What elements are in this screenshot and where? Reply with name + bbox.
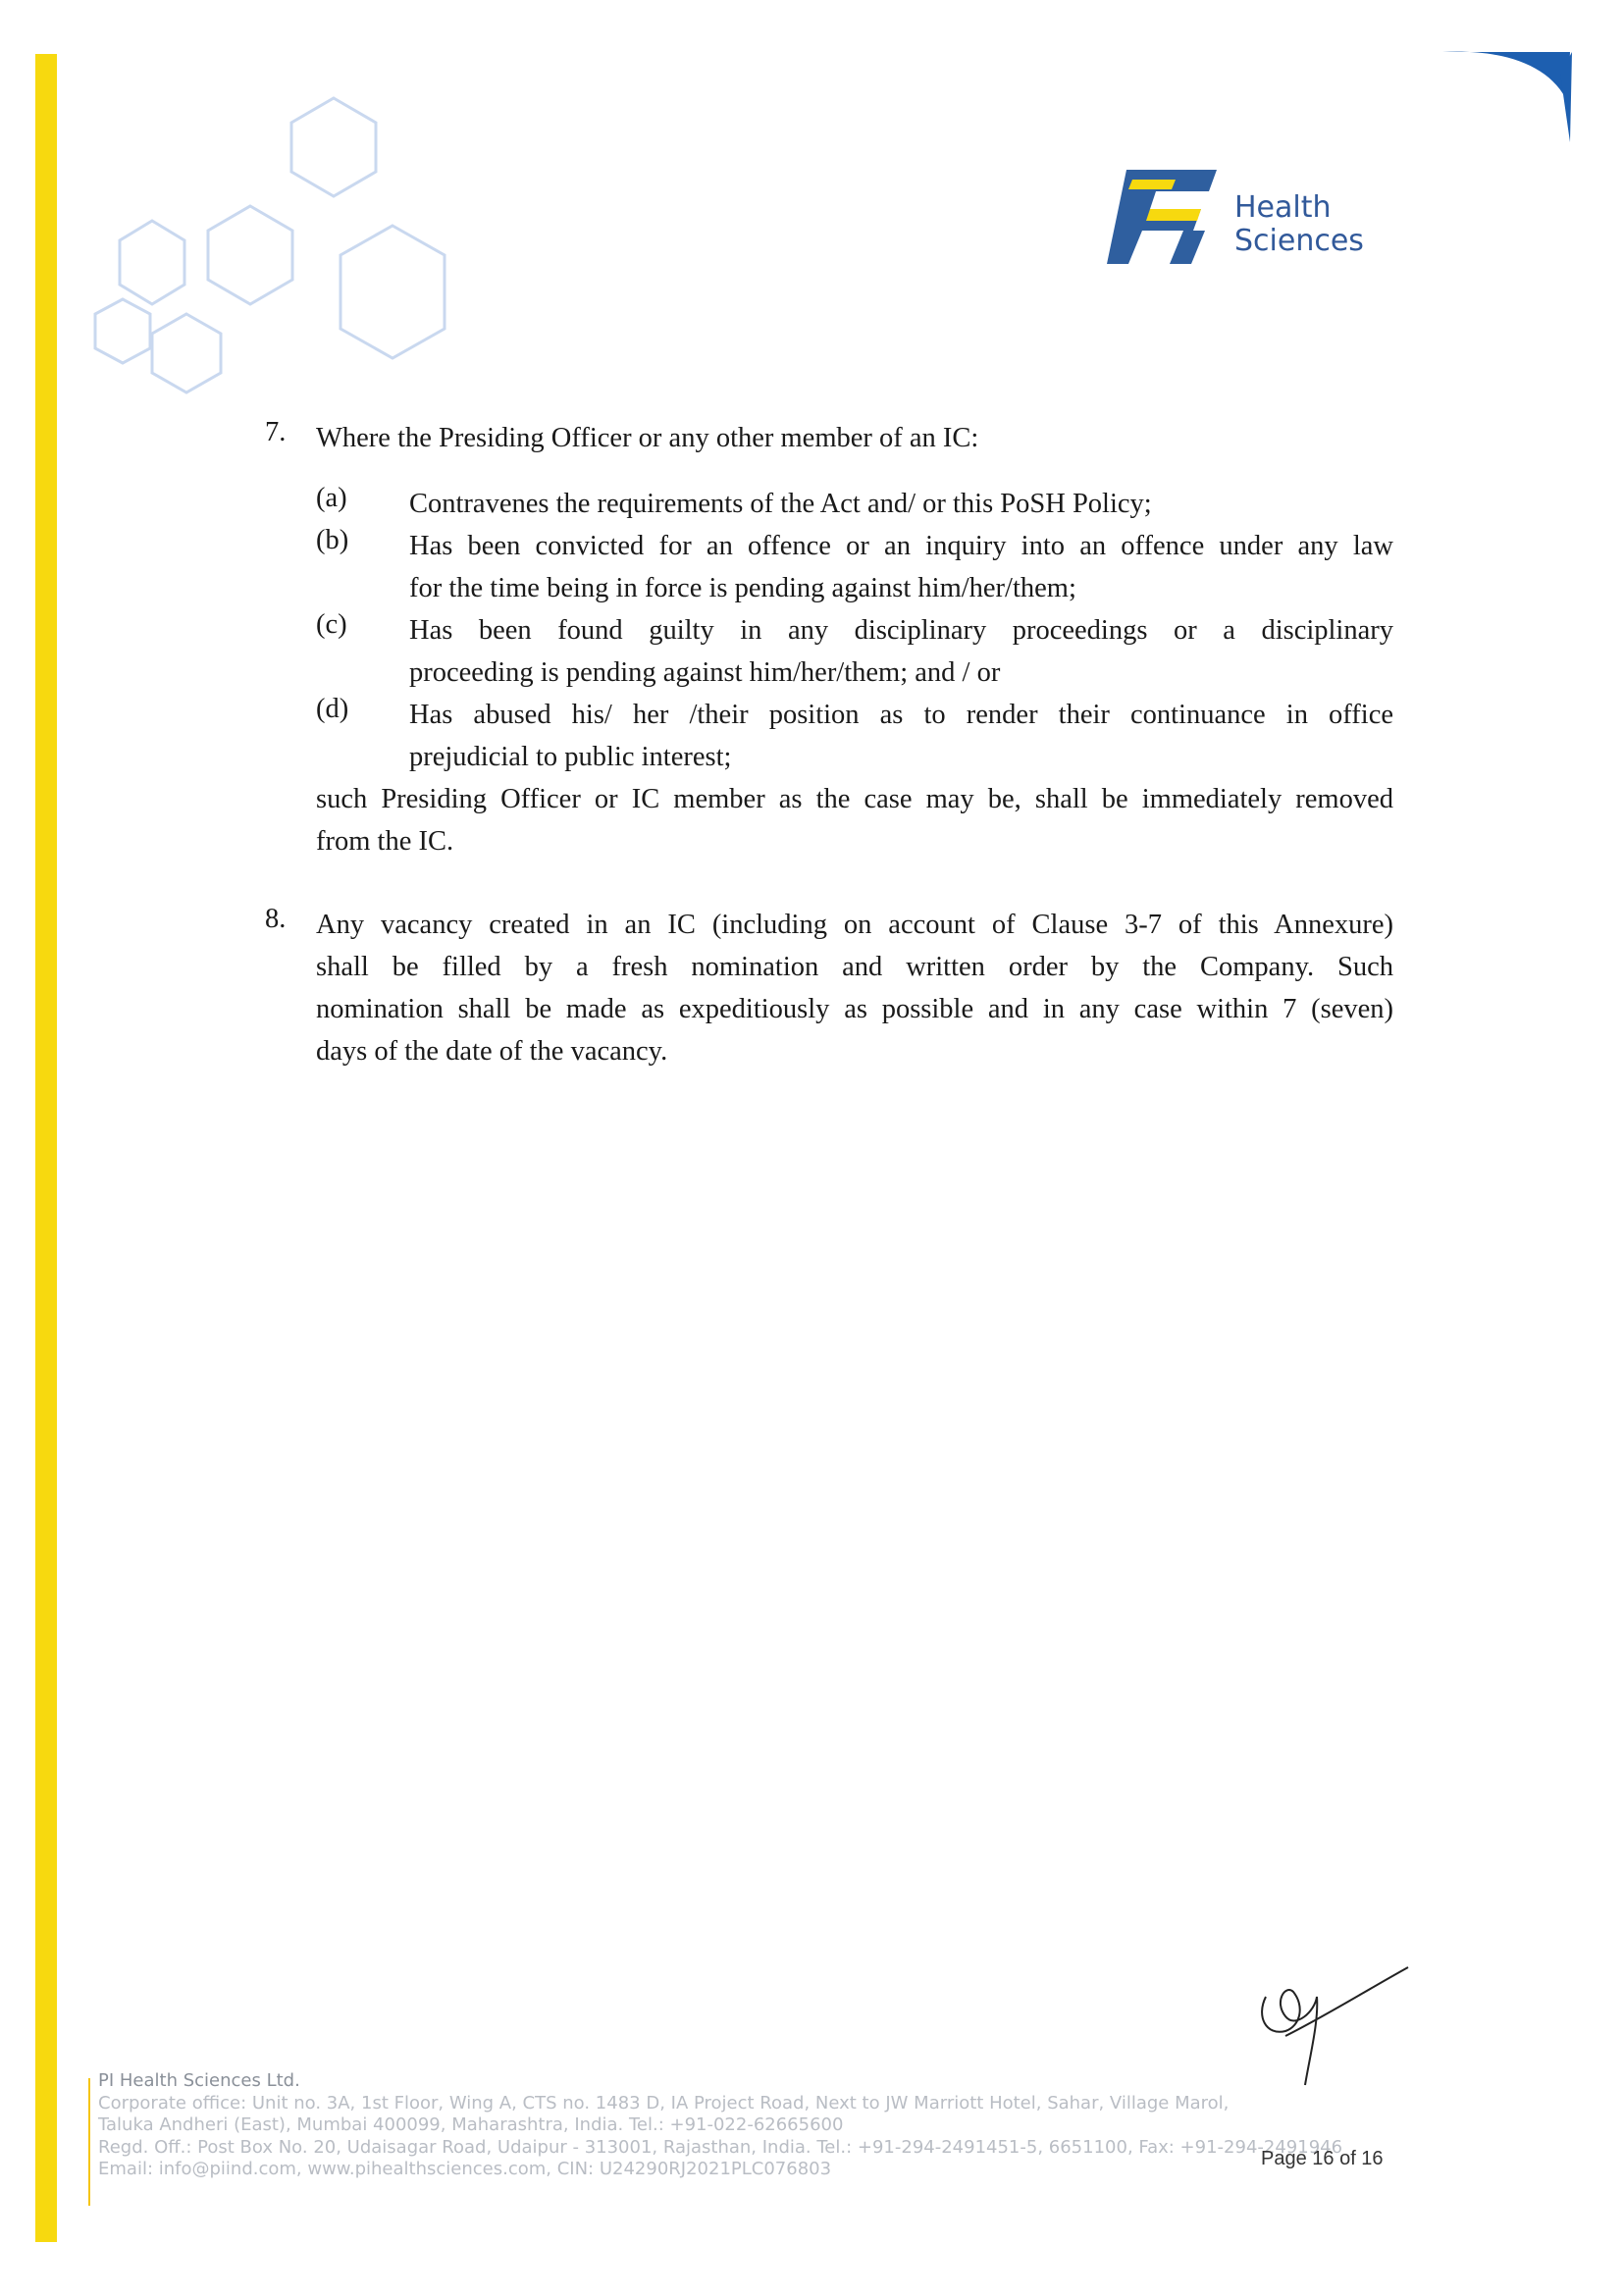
subclause-label: (d) bbox=[316, 694, 349, 724]
subclause-text: Has abused his/ her /their position as to render their continuance in office bbox=[409, 700, 1393, 730]
clause-text: days of the date of the vacancy. bbox=[316, 1036, 668, 1067]
corner-swoosh-icon bbox=[1423, 44, 1580, 152]
subclause-d bbox=[316, 694, 1393, 778]
clause-8 bbox=[265, 904, 1393, 1072]
clause-7 bbox=[265, 417, 1393, 862]
subclause-label: (a) bbox=[316, 483, 347, 513]
clause-number: 8. bbox=[265, 904, 287, 934]
logo-wordmark bbox=[1234, 191, 1364, 258]
clause-number: 7. bbox=[265, 417, 287, 447]
subclause-text: Contravenes the requirements of the Act and/ or this PoSH Policy; bbox=[409, 489, 1152, 519]
document-body bbox=[265, 417, 1393, 1072]
footer-address-line: Corporate office: Unit no. 3A, 1st Floor, Wing A, CTS no. 1483 D, IA Project Road, Next to JW Marriott Hotel, Sahar, Village Marol, bbox=[98, 2092, 1230, 2113]
subclause-text: proceeding is pending against him/her/them; and / or bbox=[409, 657, 1001, 688]
footer-contact-line: Email: info@piind.com, www.pihealthsciences.com, CIN: U24290RJ2021PLC076803 bbox=[98, 2159, 832, 2179]
company-logo bbox=[1107, 162, 1372, 270]
subclause-text: for the time being in force is pending against him/her/them; bbox=[409, 573, 1076, 603]
subclause-label: (c) bbox=[316, 609, 347, 640]
clause-text: Any vacancy created in an IC (including on account of Clause 3-7 of this Annexure) bbox=[316, 910, 1393, 940]
logo-line-1: Health bbox=[1234, 190, 1332, 225]
subclause-text: Has been convicted for an offence or an inquiry into an offence under any law bbox=[409, 531, 1393, 561]
subclause-a bbox=[316, 483, 1393, 525]
subclause-text: prejudicial to public interest; bbox=[409, 742, 732, 772]
subclause-c bbox=[316, 609, 1393, 694]
hexagon-pattern-icon bbox=[54, 78, 486, 412]
clause-text: nomination shall be made as expeditiously as possible and in any case within 7 (seven) bbox=[316, 994, 1393, 1024]
clause-text: shall be filled by a fresh nomination and written order by the Company. Such bbox=[316, 952, 1393, 982]
subclause-label: (b) bbox=[316, 525, 349, 555]
page-number: Page 16 of 16 bbox=[1261, 2148, 1384, 2169]
clause-intro: Where the Presiding Officer or any other member of an IC: bbox=[316, 423, 979, 453]
pi-logo-icon bbox=[1107, 162, 1225, 268]
clause-closing: such Presiding Officer or IC member as the case may be, shall be immediately removed bbox=[316, 784, 1393, 814]
footer-company: PI Health Sciences Ltd. bbox=[98, 2070, 300, 2091]
subclause-text: Has been found guilty in any disciplinary proceedings or a disciplinary bbox=[409, 615, 1393, 646]
subclause-b bbox=[316, 525, 1393, 609]
footer-address-line: Regd. Off.: Post Box No. 20, Udaisagar Road, Udaipur - 313001, Rajasthan, India. Tel.: +91-294-2491451-5, 6651100, Fax: +91-294-2491946 bbox=[98, 2136, 1343, 2158]
footer-accent-rule bbox=[88, 2078, 90, 2206]
clause-closing: from the IC. bbox=[316, 826, 454, 857]
logo-line-2: Sciences bbox=[1234, 224, 1364, 258]
footer-address-line: Taluka Andheri (East), Mumbai 400099, Maharashtra, India. Tel.: +91-022-62665600 bbox=[98, 2114, 844, 2135]
